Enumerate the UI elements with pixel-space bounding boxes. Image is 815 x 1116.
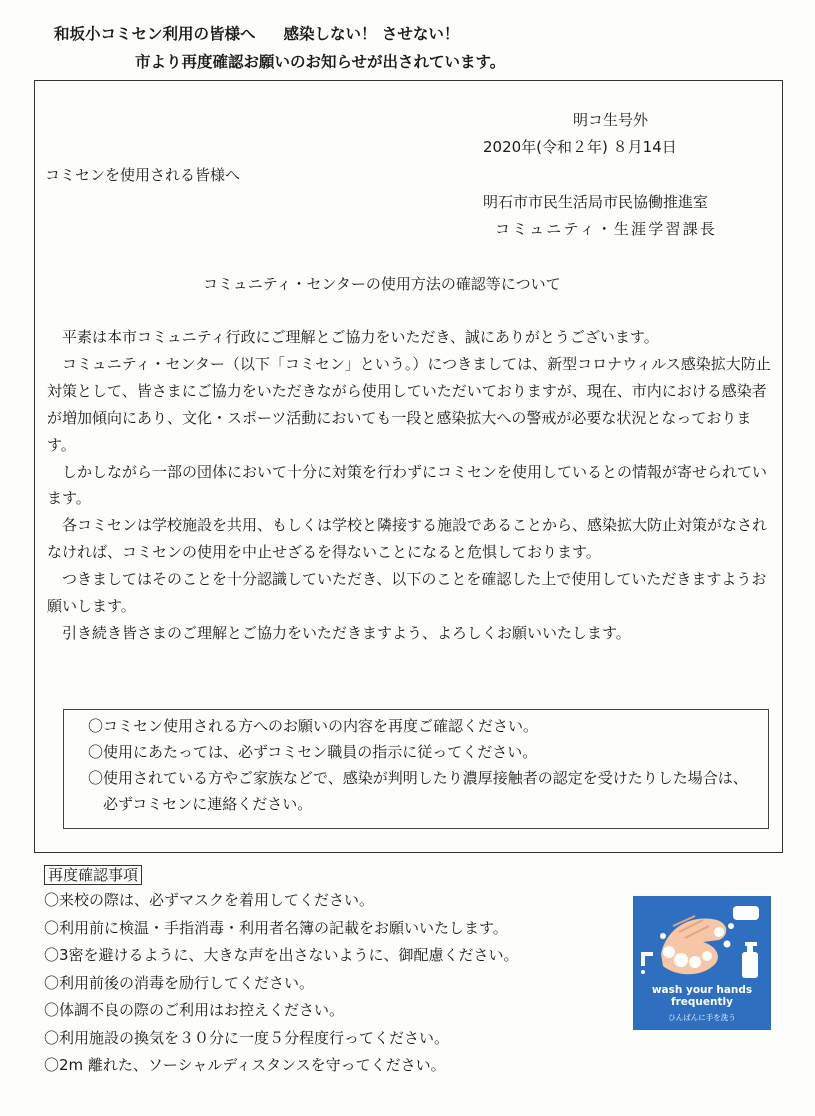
header-slogan: 感染しない！ させない！ bbox=[283, 25, 460, 43]
notice-item: 〇コミセン使用される方へのお願いの内容を再度ご確認ください。 bbox=[88, 717, 539, 735]
poster-caption-line-2: frequently bbox=[671, 996, 733, 1008]
letter-subject: コミュニティ・センターの使用方法の確認等について bbox=[203, 275, 561, 293]
letter-frame bbox=[34, 80, 783, 853]
letter-body bbox=[47, 324, 771, 647]
checklist-item: 〇利用施設の換気を３０分に一度５分程度行ってください。 bbox=[44, 1028, 450, 1047]
faucet-icon bbox=[641, 952, 653, 956]
letter-addressee: コミセンを使用される皆様へ bbox=[45, 166, 241, 184]
letter-date: 2020年(令和２年) ８月14日 bbox=[483, 138, 677, 156]
hand-washing-poster bbox=[633, 896, 771, 1030]
poster-caption-japanese: ひんぱんに手を洗う bbox=[668, 1013, 736, 1022]
checklist-item: 〇来校の際は、必ずマスクを着用してください。 bbox=[44, 891, 375, 909]
checklist-item: 〇利用前後の消毒を励行してください。 bbox=[44, 973, 315, 992]
hand-washing-icon bbox=[633, 896, 771, 1030]
body-paragraph: コミュニティ・センター（以下「コミセン」という。）につきましては、新型コロナウィルス感染拡大防止対策として、皆さまにご協力をいただきながら使用していただいておりますが、現在、市内における感染者が増加傾向にあり、文化・スポーツ活動においても一段と感染拡大への警戒が必要な状況となっております。 bbox=[47, 354, 771, 454]
checklist-item: 〇3密を避けるように、大きな声を出さないように、御配慮ください。 bbox=[44, 946, 519, 964]
sender-title: コミュニティ・生涯学習課長 bbox=[495, 220, 718, 238]
notice-item: 〇使用にあたっては、必ずコミセン職員の指示に従ってください。 bbox=[88, 743, 538, 761]
document-number: 明コ生号外 bbox=[573, 111, 649, 129]
notice-box bbox=[63, 709, 769, 829]
body-paragraph: 各コミセンは学校施設を共用、もしくは学校と隣接する施設であることから、感染拡大防止対策がなされなければ、コミセンの使用を中止せざるを得ないことになると危惧しております。 bbox=[47, 516, 768, 562]
checklist bbox=[44, 887, 519, 1080]
header-addressee: 和坂小コミセン利用の皆様へ bbox=[54, 25, 256, 43]
soap-bottle-icon bbox=[742, 952, 758, 978]
body-paragraph: 引き続き皆さまのご理解とご協力をいただきますよう、よろしくお願いいたします。 bbox=[62, 623, 631, 642]
checklist-item: 〇2m 離れた、ソーシャルディスタンスを守ってください。 bbox=[44, 1056, 446, 1074]
header-notice: 市より再度確認お願いのお知らせが出されています。 bbox=[135, 53, 506, 71]
poster-caption-line-1: wash your hands bbox=[651, 984, 753, 996]
body-paragraph: つきましてはそのことを十分認識していただき、以下のことを確認した上で使用していただきますようお願いします。 bbox=[47, 570, 767, 616]
soap-icon bbox=[733, 906, 759, 920]
body-paragraph: 平素は本市コミュニティ行政にご理解とご協力をいただき、誠にありがとうございます。 bbox=[62, 328, 659, 346]
checklist-title: 再度確認事項 bbox=[44, 865, 142, 885]
header-line-1 bbox=[54, 22, 459, 44]
checklist-item: 〇利用前に検温・手指消毒・利用者名簿の記載をお願いいたします。 bbox=[44, 918, 508, 937]
notice-item: 〇使用されている方やご家族などで、感染が判明したり濃厚接触者の認定を受けたりした場合は、必ずコミセンに連絡ください。 bbox=[88, 769, 748, 813]
checklist-item: 〇体調不良の際のご利用はお控えください。 bbox=[44, 1001, 345, 1019]
sender-department: 明石市市民生活局市民協働推進室 bbox=[483, 193, 709, 211]
body-paragraph: しかしながら一部の団体において十分に対策を行わずにコミセンを使用しているとの情報が寄せられています。 bbox=[47, 462, 768, 508]
